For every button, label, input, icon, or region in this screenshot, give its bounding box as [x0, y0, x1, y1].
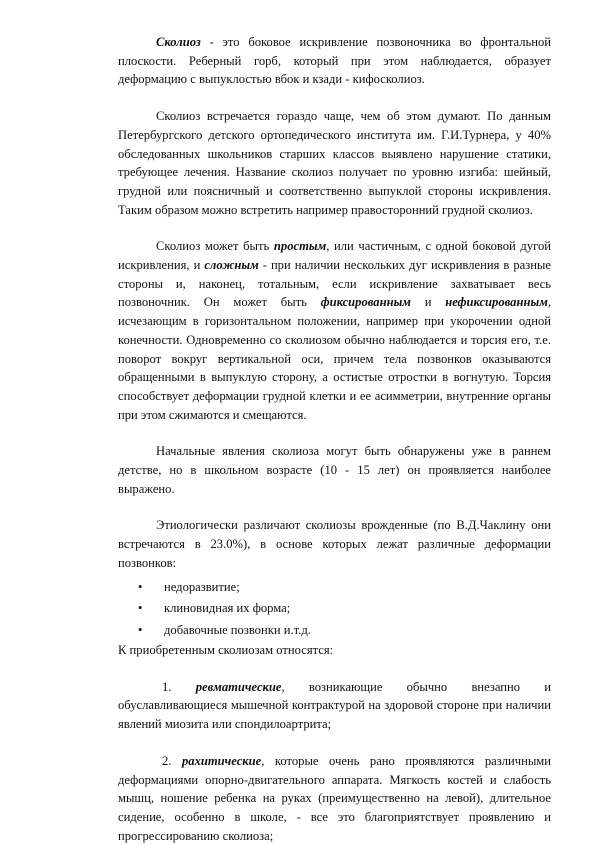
item-text: , возникающие обычно внезапно и обуславливающиеся мышечной контрактурой на здоровой стороне при наличии явлений миозита или спондилоартрита;	[118, 679, 552, 732]
term-scoliosis: Сколиоз	[156, 35, 201, 49]
list-item	[118, 620, 551, 642]
list-item	[118, 598, 551, 620]
paragraph-text: - это боковое искривление позвоночника во фронтальной плоскости. Реберный горб, который при этом наблюдается, образует деформацию с выпуклостью вбок и кзади - кифосколиоз.	[118, 35, 551, 87]
bullet-icon: •	[138, 622, 143, 637]
term-rachitic: рахитические	[181, 753, 262, 768]
document-body	[118, 33, 551, 845]
text-span: - при наличии нескольких дуг искривления в разные стороны и, наконец, тотальным, если искривление захватывает весь позвоночник. Он может быть	[118, 258, 551, 310]
paragraph-types	[118, 237, 551, 424]
bullet-icon: •	[138, 579, 143, 594]
paragraph-etiology: Этиологически различают сколиозы врожденные (по В.Д.Чаклину они встречаются в 23.0%), в основе которых лежат различные деформации позвонков:	[118, 518, 551, 570]
bullet-list	[118, 577, 551, 642]
text-span: и	[410, 295, 446, 310]
term-complex: сложным	[204, 258, 259, 273]
text-span: , или частичным, с одной боковой дугой искривления, и	[118, 239, 552, 273]
numbered-item-rheumatic	[118, 678, 551, 734]
term-fixed: фиксированным	[320, 295, 411, 310]
bullet-icon: •	[138, 601, 143, 616]
numbered-item-rachitic	[118, 752, 551, 845]
list-item-text: добавочные позвонки и.т.д.	[164, 622, 311, 637]
paragraph-prevalence: Сколиоз встречается гораздо чаще, чем об этом думают. По данным Петербургского детского ортопедического института им. Г.И.Турнера, у 40% обследованных школьников старших классов выявлено нарушение статики, требующее лечения. Название сколиоз получает по уровню изгиба: шейный, грудной или поясничный и соответственно выпуклой стороны искривления. Таким образом можно встретить например правосторонний грудной сколиоз.	[118, 109, 551, 217]
paragraph-definition	[118, 33, 551, 89]
acquired-intro: К приобретенным сколиозам относятся:	[118, 643, 334, 658]
term-nonfixed: нефиксированным	[445, 295, 548, 310]
item-text: , которые очень рано проявляются различными деформациями опорно-двигательного аппарата. Мягкость костей и слабость мышц, ношение ребенка на руках (преимущественно на левой), длительное сидение, особенно в школе, - все это благоприятствует проявлению и прогрессированию сколиоза;	[118, 753, 551, 843]
item-number: 2.	[162, 753, 172, 768]
term-rheumatic: ревматические	[195, 679, 282, 694]
list-item-text: клиновидная их форма;	[164, 601, 291, 616]
list-item-text: недоразвитие;	[164, 579, 240, 594]
term-simple: простым	[273, 239, 327, 254]
text-span: Сколиоз может быть	[156, 239, 274, 254]
item-number: 1.	[162, 679, 172, 694]
paragraph-onset: Начальные явления сколиоза могут быть обнаружены уже в раннем детстве, но в школьном возрасте (10 - 15 лет) он проявляется наиболее выражено.	[118, 444, 551, 496]
list-item	[118, 577, 551, 599]
text-span: , исчезающим в горизонтальном положении, например при укорочении одной конечности. Одновременно со сколиозом обычно наблюдается и торсия его, т.е. поворот вокруг вертикальной оси, причем тела позвонков оказываются обращенными в выпуклую сторону, а остистые отростки в вогнутую. Торсия способствует деформации грудной клетки и ее асимметрии, внутренние органы при этом сжимаются и смещаются.	[118, 295, 551, 422]
